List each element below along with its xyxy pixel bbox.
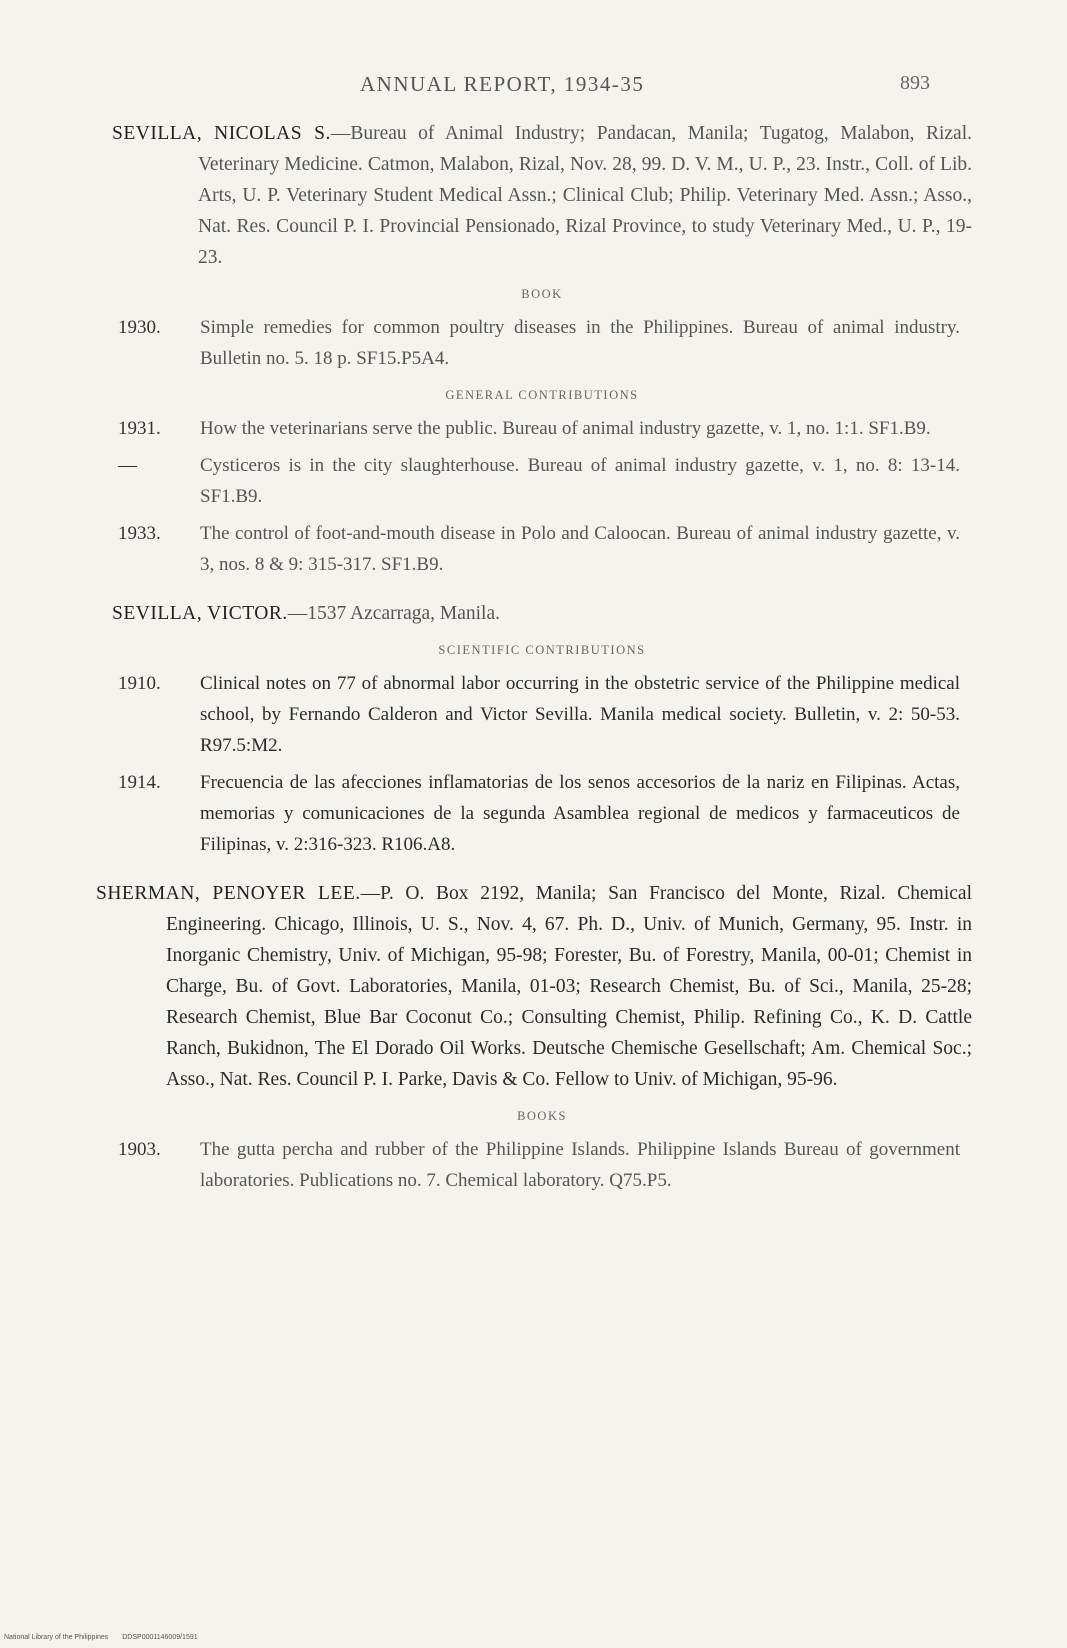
entry-sevilla-nicolas (112, 118, 972, 273)
publication-item (112, 413, 972, 444)
publication-item (112, 312, 972, 374)
entry-sherman-penoyer (96, 878, 972, 1095)
publication-item (112, 450, 972, 512)
publication-text: The gutta percha and rubber of the Philippine Islands. Philippine Islands Bureau of government laboratories. Publications no. 7. Chemical laboratory. Q75.P5. (200, 1139, 960, 1191)
entry-details: —P. O. Box 2192, Manila; San Francisco del Monte, Rizal. Chemical Engineering. Chicago, Illinois, U. S., Nov. 4, 67. Ph. D., Univ. of Munich, Germany, 95. Instr. in Inorganic Chemistry, Univ. of Michigan, 95-98; Forester, Bu. of Forestry, Manila, 00-01; Chemist in Charge, Bu. of Govt. Laboratories, Manila, 01-03; Research Chemist, Bu. of Sci., Manila, 25-28; Research Chemist, Blue Bar Coconut Co.; Consulting Chemist, Philip. Refining Co., K. D. Cattle Ranch, Bukidnon, The El Dorado Oil Works. Deutsche Chemische Gesellschaft; Am. Chemical Soc.; Asso., Nat. Res. Council P. I. Parke, Davis & Co. Fellow to Univ. of Michigan, 95-96. (166, 883, 972, 1090)
section-heading: GENERAL CONTRIBUTIONS (445, 388, 639, 402)
footer-library: National Library of the Philippines (4, 1634, 109, 1641)
publication-text: How the veterinarians serve the public. Bureau of animal industry gazette, v. 1, no. 1:1. SF1.B9. (200, 418, 931, 439)
entry-details: —1537 Azcarraga, Manila. (287, 603, 501, 624)
publication-year: 1930. (118, 317, 161, 338)
entry-sevilla-victor (112, 598, 972, 629)
publication-year: 1933. (118, 523, 161, 544)
page-content (96, 118, 972, 1196)
entry-details: —Bureau of Animal Industry; Pandacan, Manila; Tugatog, Malabon, Rizal. Veterinary Medicine. Catmon, Malabon, Rizal, Nov. 28, 99. D. V. M., U. P., 23. Instr., Coll. of Lib. Arts, U. P. Veterinary Student Medical Assn.; Clinical Club; Philip. Veterinary Med. Assn.; Asso., Nat. Res. Council P. I. Provincial Pensionado, Rizal Province, to study Veterinary Med., U. P., 19-23. (198, 123, 972, 268)
publication-year: 1910. (118, 673, 161, 694)
section-heading: SCIENTIFIC CONTRIBUTIONS (438, 643, 646, 657)
section-heading: BOOKS (517, 1109, 567, 1123)
publication-item (112, 518, 972, 580)
footer-code: DDSP0001146009/1591 (122, 1634, 198, 1641)
section-heading: BOOK (521, 287, 563, 301)
running-header (0, 72, 1067, 102)
entry-name: SHERMAN, PENOYER LEE. (96, 883, 361, 904)
running-title: ANNUAL REPORT, 1934-35 (360, 72, 645, 96)
publication-text: Frecuencia de las afecciones inflamatorias de los senos accesorios de la nariz en Filipinas. Actas, memorias y comunicaciones de la segunda Asamblea regional de medicos y farmaceuticos de Filipinas, v. 2:316-323. R106.A8. (200, 772, 960, 855)
publication-year: 1931. (118, 418, 161, 439)
publication-text: Simple remedies for common poultry diseases in the Philippines. Bureau of animal industry. Bulletin no. 5. 18 p. SF15.P5A4. (200, 317, 960, 369)
entry-name: SEVILLA, NICOLAS S. (112, 123, 331, 144)
scan-footer (4, 1634, 210, 1641)
publication-item (112, 767, 972, 860)
publication-year: — (118, 455, 137, 476)
publication-year: 1914. (118, 772, 161, 793)
page-number: 893 (900, 72, 930, 94)
publication-year: 1903. (118, 1139, 161, 1160)
publication-text: The control of foot-and-mouth disease in Polo and Caloocan. Bureau of animal industry gazette, v. 3, nos. 8 & 9: 315-317. SF1.B9. (200, 523, 960, 575)
entry-name: SEVILLA, VICTOR. (112, 603, 288, 624)
publication-text: Clinical notes on 77 of abnormal labor occurring in the obstetric service of the Philippine medical school, by Fernando Calderon and Victor Sevilla. Manila medical society. Bulletin, v. 2: 50-53. R97.5:M2. (200, 673, 960, 756)
publication-text: Cysticeros is in the city slaughterhouse. Bureau of animal industry gazette, v. 1, no. 8: 13-14. SF1.B9. (200, 455, 960, 507)
publication-item (112, 668, 972, 761)
publication-item (112, 1134, 972, 1196)
